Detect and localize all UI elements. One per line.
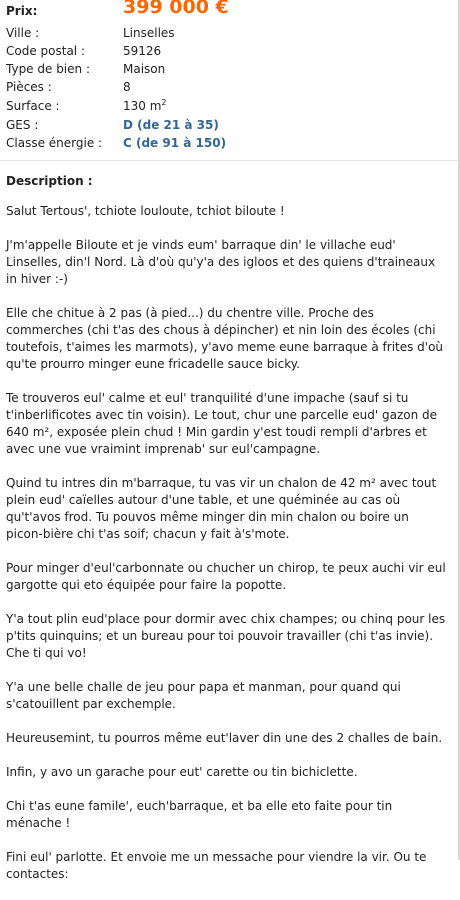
description-paragraph: Pour minger d'eul'carbonnate ou chucher un chirop, te peux auchi vir eul gargotte qui eto équipée pour faire la popotte.: [6, 561, 446, 592]
field-label: Ville :: [6, 26, 40, 40]
listing-summary: [0, 0, 458, 160]
ges-rating: D (de 21 à 35): [123, 118, 219, 132]
field-label: Code postal :: [6, 44, 85, 58]
field-value: [123, 97, 167, 115]
price-value: 399 000 €: [123, 0, 229, 18]
section-divider: [0, 160, 458, 161]
field-value: Maison: [123, 62, 166, 76]
description-title: Description :: [6, 174, 93, 188]
field-label: GES :: [6, 118, 39, 132]
field-label: Surface :: [6, 99, 60, 113]
description-paragraph: Chi t'as eune famile', euch'barraque, et ba elle eto faite pour tin ménache !: [6, 799, 393, 830]
description-paragraph: Elle che chitue à 2 pas (à pied...) du chentre ville. Proche des commerches (chi t'as des chous à dépincher) et nin loin des écoles (chi toutefois, t'aimes les marmots), y'avo meme eune barraque à frites d'où qu'te prourro minger eune fricadelle sauce bicky.: [6, 306, 444, 371]
description-paragraph: Infin, y avo un garache pour eut' carette ou tin bichiclette.: [6, 765, 358, 779]
field-label: Type de bien :: [6, 62, 90, 76]
field-value: 59126: [123, 44, 162, 58]
description-paragraph: Y'a tout plin eud'place pour dormir avec chix champes; ou chinq pour les p'tits quinquins; et un bureau pour toi pouvoir travailler (chi t'as invie). Che ti qui vo!: [6, 612, 446, 660]
description-paragraph: Salut Tertous', tchiote louloute, tchiot biloute !: [6, 204, 285, 218]
energy-rating: C (de 91 à 150): [123, 136, 227, 150]
field-value: Linselles: [123, 26, 175, 40]
surface-value: 130 m: [123, 99, 162, 113]
field-label: Pièces :: [6, 80, 52, 94]
description-body: [6, 203, 446, 900]
description-paragraph: Quind tu intres din m'barraque, tu vas vir un chalon de 42 m² avec tout plein eud' caïelles autour d'une table, et une quéminée au cas où qu't'avos frod. Tu pouvos même minger din min chalon ou boire un picon-bière chi t'as soif; chacun y fait à's'mote.: [6, 476, 437, 541]
price-label: Prix:: [6, 4, 38, 18]
description-paragraph: Y'a une belle challe de jeu pour papa et manman, pour quand qui s'catouillent par exchemple.: [6, 680, 401, 711]
surface-unit-exponent: 2: [161, 98, 167, 107]
field-value: 8: [123, 80, 131, 94]
description-paragraph: Te trouveros eul' calme et eul' tranquilité d'une impache (sauf si tu t'inberlificotes avec tin voisin). Le tout, chur une parcelle eud' gazon de 640 m², exposée plein chud ! Min gardin y'est toudi rempli d'arbres et avec une vue vraimint imprenab' sur eul'campagne.: [6, 391, 438, 456]
description-paragraph: Fini eul' parlotte. Et envoie me un messache pour viendre la vir. Ou te contactes:: [6, 850, 427, 881]
description-paragraph: Heureusemint, tu pourros même eut'laver din une des 2 challes de bain.: [6, 731, 443, 745]
field-label: Classe énergie :: [6, 136, 103, 150]
description-paragraph: J'm'appelle Biloute et je vinds eum' barraque din' le villache eud' Linselles, din'l Nord. Là d'où qu'y'a des igloos et des quiens d'traineaux in hiver :-): [6, 238, 436, 286]
